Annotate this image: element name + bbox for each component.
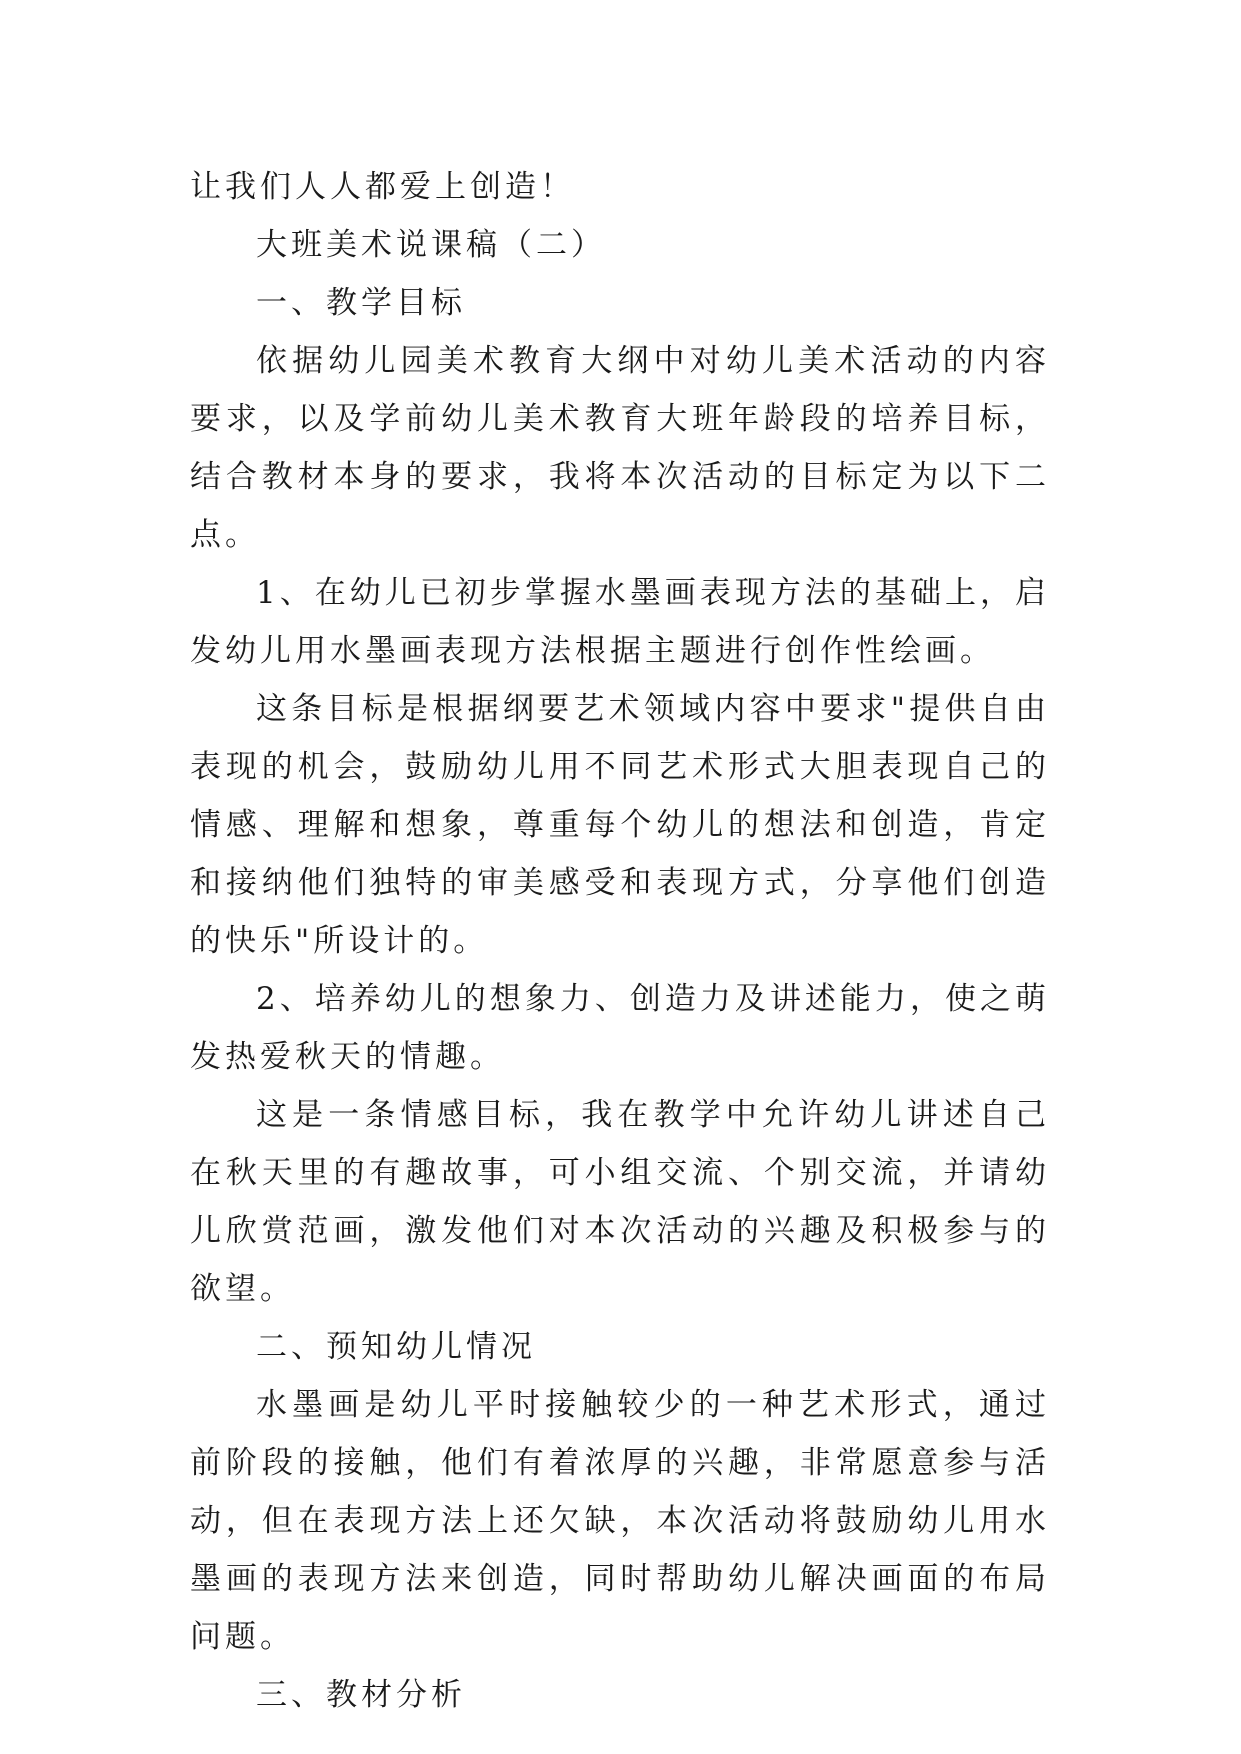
closing-sentence: 让我们人人都爱上创造！ — [190, 169, 575, 205]
document-title: 大班美术说课稿（二） — [256, 227, 606, 263]
paragraph-goals-intro: 依据幼儿园美术教育大纲中对幼儿美术活动的内容要求，以及学前幼儿美术教育大班年龄段的培养目标，结合教材本身的要求，我将本次活动的目标定为以下二点。 — [190, 343, 1050, 553]
paragraph-goal-2-explanation: 这是一条情感目标，我在教学中允许幼儿讲述自己在秋天里的有趣故事，可小组交流、个别交流，并请幼儿欣赏范画，激发他们对本次活动的兴趣及积极参与的欲望。 — [190, 1097, 1050, 1307]
paragraph-goal-1-explanation: 这条目标是根据纲要艺术领域内容中要求"提供自由表现的机会，鼓励幼儿用不同艺术形式大胆表现自己的情感、理解和想象，尊重每个幼儿的想法和创造，肯定和接纳他们独特的审美感受和表现方式，分享他们创造的快乐"所设计的。 — [190, 691, 1050, 959]
paragraph-goal-1: 1、在幼儿已初步掌握水墨画表现方法的基础上，启发幼儿用水墨画表现方法根据主题进行创作性绘画。 — [190, 575, 1050, 669]
paragraph-children-situation: 水墨画是幼儿平时接触较少的一种艺术形式，通过前阶段的接触，他们有着浓厚的兴趣，非常愿意参与活动，但在表现方法上还欠缺，本次活动将鼓励幼儿用水墨画的表现方法来创造，同时帮助幼儿解决画面的布局问题。 — [190, 1387, 1050, 1655]
document-body — [190, 158, 1050, 1724]
paragraph-goal-2: 2、培养幼儿的想象力、创造力及讲述能力，使之萌发热爱秋天的情趣。 — [190, 981, 1050, 1075]
section-heading-children-situation: 二、预知幼儿情况 — [256, 1329, 536, 1365]
section-heading-material-analysis: 三、教材分析 — [256, 1677, 466, 1713]
section-heading-teaching-goals: 一、教学目标 — [256, 285, 466, 321]
